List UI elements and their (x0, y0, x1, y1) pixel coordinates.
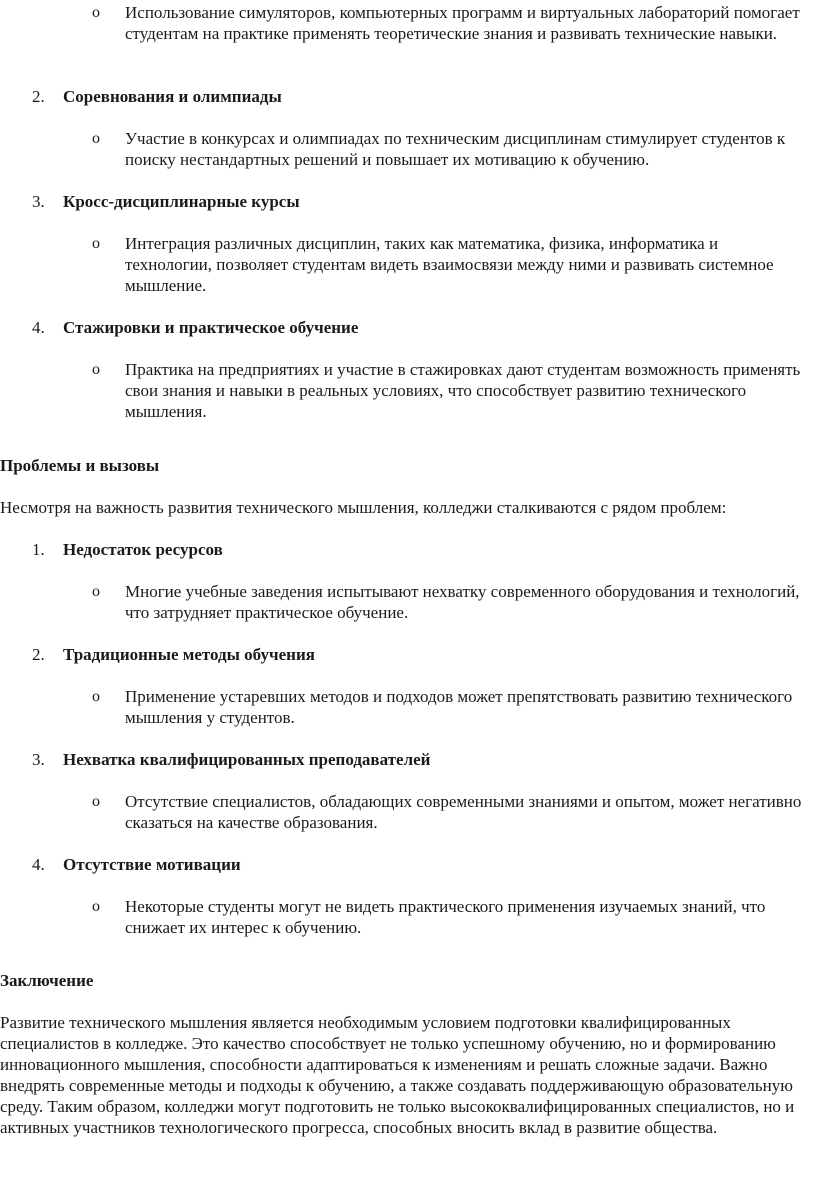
bullet-marker: o (92, 4, 100, 21)
sub-item-text: Многие учебные заведения испытывают нехватку современного оборудования и технологий, что затрудняет практическое обучение. (125, 582, 800, 622)
item-title: Нехватка квалифицированных преподавателей (63, 750, 431, 769)
bullet-marker: o (92, 235, 100, 252)
item-title: Кросс-дисциплинарные курсы (63, 192, 300, 211)
item-number: 3. (32, 750, 45, 769)
paragraph: Несмотря на важность развития технического мышления, колледжи сталкиваются с рядом проблем: (0, 498, 727, 517)
bullet-marker: o (92, 583, 100, 600)
paragraph: Развитие технического мышления является необходимым условием подготовки квалифицированных специалистов в колледже. Это качество способствует не только успешному обучению, но и формированию инновационного мышления, способности адаптироваться к изменениям и решать сложные задачи. Важно внедрять современные методы и подходы к обучению, а также создавать поддерживающую образовательную среду. Таким образом, колледжи могут подготовить не только высококвалифицированных специалистов, но и активных участников технологического прогресса, способных вносить вклад в развитие общества. (0, 1013, 795, 1137)
bullet-marker: o (92, 361, 100, 378)
bullet-marker: o (92, 688, 100, 705)
section-heading: Заключение (0, 971, 94, 990)
bullet-marker: o (92, 130, 100, 147)
sub-item-text: Использование симуляторов, компьютерных программ и виртуальных лабораторий помогает студентам на практике применять теоретические знания и развивать технические навыки. (125, 3, 800, 43)
section-heading: Проблемы и вызовы (0, 456, 160, 475)
item-number: 4. (32, 855, 45, 874)
item-number: 4. (32, 318, 45, 337)
sub-item-text: Участие в конкурсах и олимпиадах по техническим дисциплинам стимулирует студентов к поиску нестандартных решений и повышает их мотивацию к обучению. (125, 129, 786, 169)
bullet-marker: o (92, 898, 100, 915)
sub-item-text: Применение устаревших методов и подходов может препятствовать развитию технического мышления у студентов. (125, 687, 793, 727)
item-title: Стажировки и практическое обучение (63, 318, 359, 337)
item-number: 2. (32, 645, 45, 664)
bullet-marker: o (92, 793, 100, 810)
sub-item-text: Интеграция различных дисциплин, таких как математика, физика, информатика и технологии, позволяет студентам видеть взаимосвязи между ними и развивать системное мышление. (125, 234, 774, 295)
sub-item-text: Некоторые студенты могут не видеть практического применения изучаемых знаний, что снижает их интерес к обучению. (125, 897, 766, 937)
item-title: Традиционные методы обучения (63, 645, 315, 664)
item-number: 1. (32, 540, 45, 559)
item-title: Отсутствие мотивации (63, 855, 241, 874)
sub-item-text: Практика на предприятиях и участие в стажировках дают студентам возможность применять свои знания и навыки в реальных условиях, что способствует развитию технического мышления. (125, 360, 801, 421)
item-title: Недостаток ресурсов (63, 540, 223, 559)
item-title: Соревнования и олимпиады (63, 87, 282, 106)
item-number: 2. (32, 87, 45, 106)
sub-item-text: Отсутствие специалистов, обладающих современными знаниями и опытом, может негативно сказаться на качестве образования. (125, 792, 802, 832)
item-number: 3. (32, 192, 45, 211)
